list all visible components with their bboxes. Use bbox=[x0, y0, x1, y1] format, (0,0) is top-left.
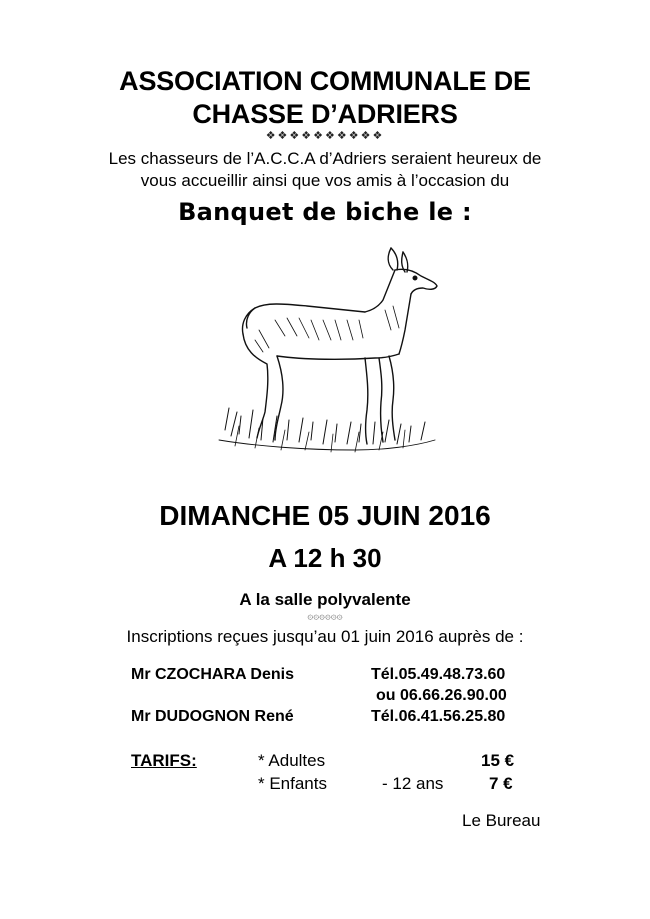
banquet-headline: Banquet de biche le : bbox=[178, 198, 472, 226]
title-line-1: ASSOCIATION COMMUNALE DE bbox=[119, 66, 531, 96]
registration-text: Inscriptions reçues jusqu’au 01 juin 2016 auprès de : bbox=[126, 627, 524, 646]
contact-name-1: Mr CZOCHARA Denis bbox=[131, 666, 294, 683]
signature: Le Bureau bbox=[462, 811, 541, 830]
contact-phone-2: Tél.06.41.56.25.80 bbox=[371, 708, 506, 725]
tarif-children-label: * Enfants bbox=[258, 774, 327, 793]
intro-line-1: Les chasseurs de l’A.C.C.A d’Adriers seraient heureux de bbox=[108, 149, 542, 168]
tarif-adults-label: * Adultes bbox=[258, 751, 326, 770]
contact-alt-phone-1: ou 06.66.26.90.00 bbox=[376, 687, 507, 704]
tarif-adults-price: 15 € bbox=[481, 751, 515, 770]
event-date: DIMANCHE 05 JUIN 2016 bbox=[159, 500, 491, 531]
deer-illustration bbox=[215, 240, 445, 470]
ornament-divider: ❖❖❖❖❖❖❖❖❖❖ bbox=[265, 130, 385, 142]
ornament-divider-small: ۞۞۞۞۞۞ bbox=[307, 611, 343, 622]
title-line-2: CHASSE D’ADRIERS bbox=[192, 99, 458, 129]
tarif-children-price: 7 € bbox=[489, 774, 513, 793]
tarifs-label: TARIFS: bbox=[131, 751, 197, 770]
contact-phone-1: Tél.05.49.48.73.60 bbox=[371, 666, 506, 683]
event-time: A 12 h 30 bbox=[268, 543, 382, 573]
tarif-children-age: - 12 ans bbox=[382, 774, 444, 793]
contact-name-2: Mr DUDOGNON René bbox=[131, 708, 294, 725]
event-venue: A la salle polyvalente bbox=[239, 590, 411, 609]
intro-line-2: vous accueillir ainsi que vos amis à l’occasion du bbox=[140, 171, 510, 190]
